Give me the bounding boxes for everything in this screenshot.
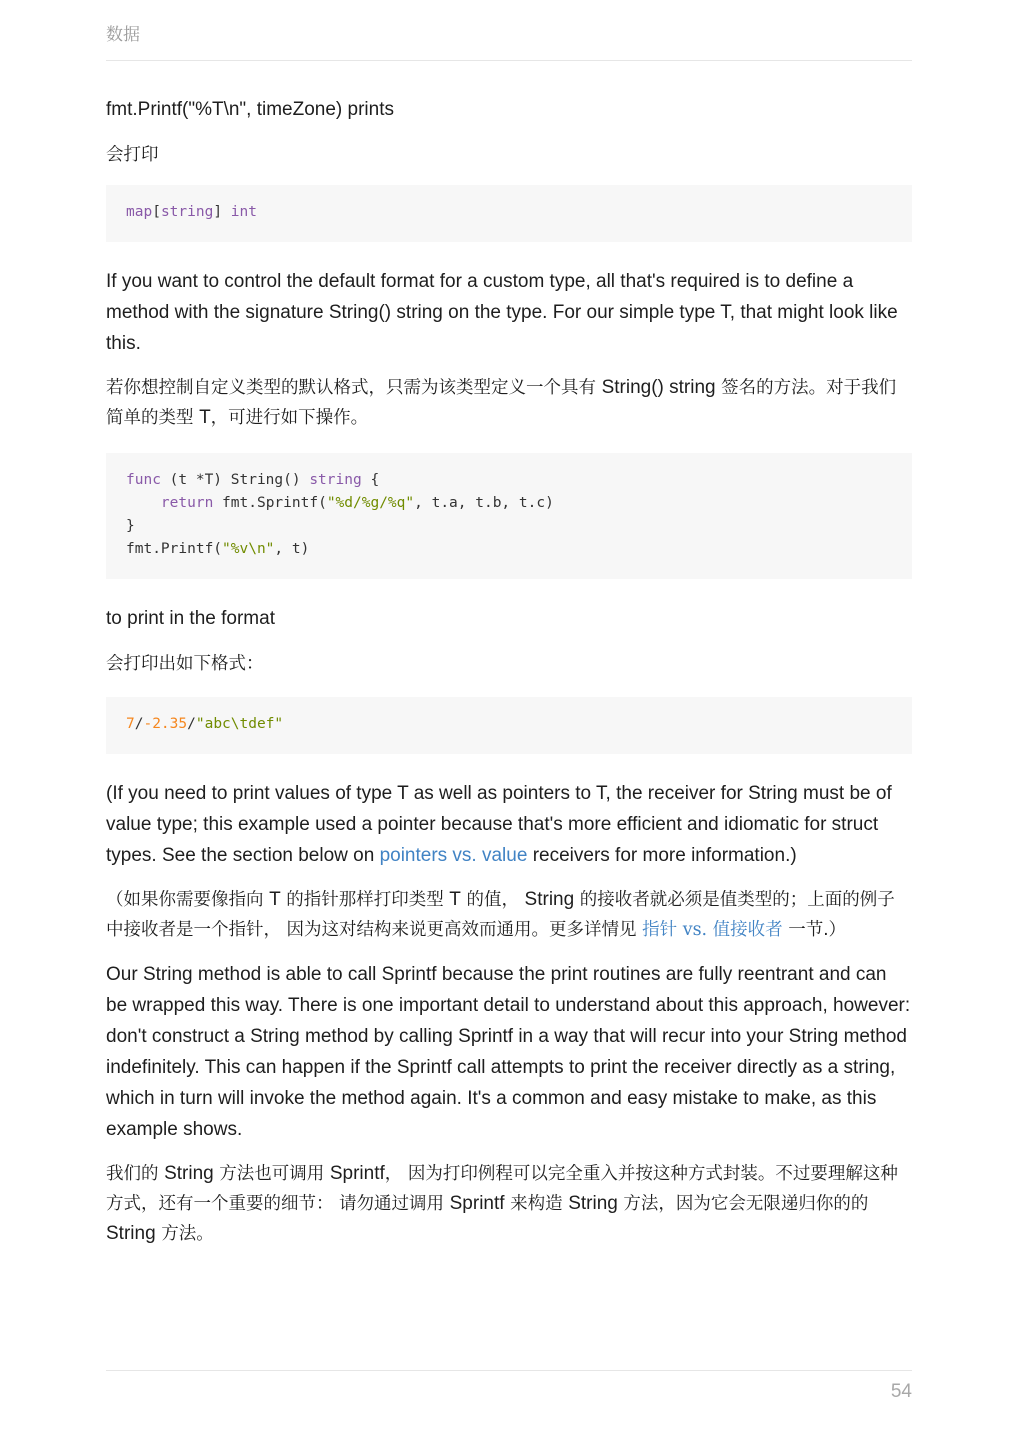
text-run: .: [823, 919, 829, 940]
text-run: ，可进行如下操作。: [210, 408, 369, 428]
paragraph-cn-2: [106, 373, 912, 433]
code-text: {: [361, 472, 380, 488]
text-run: receivers for more information.): [527, 845, 797, 866]
code-text: , t): [274, 541, 310, 557]
paragraph-cn-3: 会打印出如下格式：: [106, 654, 264, 674]
inline-code: T: [199, 407, 211, 428]
code-number: -2.35: [143, 716, 188, 732]
text-run: （如果你需要像指向: [106, 890, 270, 910]
inline-code: T: [269, 889, 281, 910]
code-block-3: [106, 697, 912, 754]
paragraph-en-4: [106, 778, 912, 871]
paragraph-en-1: fmt.Printf("%T\n", timeZone) prints: [106, 99, 394, 120]
code-keyword: int: [230, 204, 257, 220]
paragraph-en-2: If you want to control the default format for a custom type, all that's required is to define a method with the signature String() string on the type. For our simple type T, that might look like this.: [106, 271, 898, 354]
code-keyword: string: [309, 472, 362, 488]
paragraph-cn-5: [106, 1159, 912, 1249]
code-text: [: [152, 204, 161, 220]
inline-code: String: [568, 1193, 618, 1214]
text-run: 方法。: [155, 1224, 214, 1244]
inline-code: Sprintf: [329, 1163, 385, 1184]
paragraph-en-3: to print in the format: [106, 608, 275, 629]
code-text: }: [126, 518, 135, 534]
page-number: 54: [890, 1381, 912, 1402]
code-text: /: [187, 716, 196, 732]
inline-code: Sprintf: [449, 1193, 505, 1214]
inline-code: String: [164, 1163, 214, 1184]
text-run: 若你想控制自定义类型的默认格式，只需为该类型定义一个具有: [106, 378, 602, 398]
document-page: [106, 0, 912, 1440]
code-keyword: func: [126, 472, 161, 488]
code-text: fmt.Printf(: [126, 541, 223, 557]
code-text: , t.a, t.b, t.c): [414, 495, 554, 511]
inline-code: T: [449, 889, 461, 910]
code-text: /: [134, 716, 144, 732]
code-text: ]: [213, 204, 231, 220]
text-run: 方法，因为它会无限递归你的的: [617, 1194, 869, 1214]
text-run: 的指针那样打印类型: [280, 890, 450, 910]
code-block-2: [106, 453, 912, 579]
code-text: (t *T) String(): [160, 472, 310, 488]
text-run: 一节: [782, 920, 824, 940]
code-text: fmt.Sprintf(: [213, 495, 327, 511]
text-run: 的接收者就必须是值类型的；上面的例子中接收者是一个指针， 因为这对结构来说更高效而通用。更多详情见: [106, 890, 895, 940]
code-keyword: map: [126, 204, 153, 220]
text-run: ， 因为打印例程可以完全重入并按这种方式封装。不过要理解这种方式，还有一个重要的细节： 请勿通过调用: [106, 1164, 898, 1214]
paragraph-cn-1: 会打印: [106, 145, 159, 165]
page-content: [106, 94, 912, 1249]
text-run: ）: [828, 920, 847, 940]
header-title: 数据: [106, 25, 140, 45]
code-indent: [126, 495, 161, 511]
inline-code: String: [524, 889, 575, 910]
paragraph-en-5: Our String method is able to call Sprintf because the print routines are fully reentrant and can be wrapped this way. There is one important detail to understand about this approach, however: don't construct a String method by calling Sprintf in a way that will recur into your String method indefinitely. This can happen if the Sprintf call attempts to print the receiver directly as a string, which in turn will invoke the method again. It's a common and easy mistake to make, as this example shows.: [106, 964, 911, 1140]
pointers-vs-value-link-cn[interactable]: 指针 vs. 值接收者: [642, 920, 783, 940]
code-keyword: return: [160, 495, 214, 511]
text-run: 我们的: [106, 1164, 165, 1184]
text-run: 签名的方法。对于我们简单的类型: [106, 378, 897, 428]
text-run: 的值，: [460, 890, 525, 910]
text-run: 方法也可调用: [213, 1164, 330, 1184]
code-string: "%d/%g/%q": [326, 495, 415, 511]
page-footer: [106, 1370, 912, 1402]
page-header: [106, 22, 912, 61]
text-run: (If you need to print values of type T as well as pointers to T, the receiver for String must be of value type; this example used a pointer because that's more efficient and idiomatic for struct types. See the section below on: [106, 783, 892, 866]
inline-code: String() string: [601, 377, 716, 398]
code-block-1: [106, 185, 912, 242]
code-number: 7: [126, 716, 135, 732]
text-run: 来构造: [504, 1194, 569, 1214]
code-string: "abc\tdef": [195, 716, 284, 732]
pointers-vs-value-link[interactable]: pointers vs. value: [379, 845, 528, 866]
inline-code: String: [106, 1223, 156, 1244]
paragraph-cn-4: [106, 885, 912, 945]
code-keyword: string: [160, 204, 214, 220]
code-string: "%v\n": [222, 541, 275, 557]
